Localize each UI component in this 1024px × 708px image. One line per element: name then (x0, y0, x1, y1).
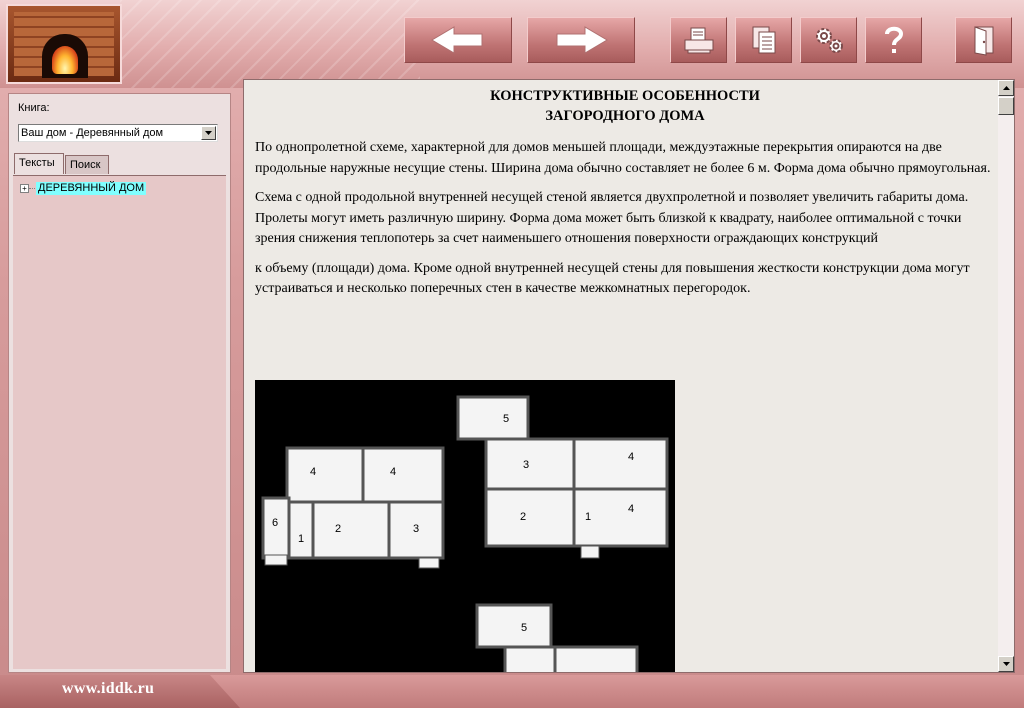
floor-plan-image (255, 380, 675, 672)
question-icon (879, 24, 909, 56)
printer-icon (682, 25, 716, 55)
door-icon (969, 24, 999, 56)
room-label: 4 (628, 503, 635, 515)
back-button[interactable] (404, 17, 512, 63)
paragraph: к объему (площади) дома. Кроме одной внутренней несущей стены для повышения жесткости конструкции дома могут устраиваться и несколько поперечных стен в качестве межкомнатных перегородок. (255, 260, 970, 296)
site-url[interactable]: www.iddk.ru (62, 680, 155, 697)
tab-texts[interactable]: Тексты (14, 153, 64, 174)
room-label: 3 (413, 523, 420, 535)
paragraph: Схема с одной продольной внутренней несущей стеной является двухпролетной и позволяет увеличить габариты дома. Пролеты могут иметь различную ширину. Форма дома может быть близкой к квадрату, наиболее оптимальной с точки зрения снижения теплопотерь за счет наименьшего отношения поверхности ограждающих конструкций (255, 190, 969, 246)
footer-bar (0, 675, 1024, 708)
document-body (255, 86, 995, 309)
page-title (255, 86, 995, 126)
top-toolbar (0, 0, 1024, 88)
scroll-thumb[interactable] (998, 97, 1014, 115)
title-line-1: КОНСТРУКТИВНЫЕ ОСОБЕННОСТИ (490, 88, 760, 104)
room-label: 6 (272, 517, 279, 529)
help-button[interactable] (865, 17, 922, 63)
copy-pages-icon (747, 24, 781, 56)
tree-node-label[interactable]: ДЕРЕВЯННЫЙ ДОМ (38, 182, 145, 194)
arrow-right-icon (553, 25, 609, 55)
copy-button[interactable] (735, 17, 792, 63)
navigation-panel (8, 93, 231, 673)
book-label: Книга: (18, 102, 50, 114)
chevron-down-icon[interactable] (201, 126, 216, 140)
room-label: 1 (585, 511, 592, 523)
room-label: 3 (523, 459, 530, 471)
room-label: 5 (503, 413, 510, 425)
scroll-down-icon[interactable] (998, 656, 1014, 672)
gears-icon (811, 24, 847, 56)
expand-icon[interactable]: + (20, 184, 29, 193)
tree-node[interactable] (20, 182, 146, 195)
book-select-value: Ваш дом - Деревянный дом (21, 127, 164, 139)
document-view (243, 79, 1015, 673)
room-label: 2 (335, 523, 342, 535)
fireplace-logo (6, 4, 122, 84)
room-label: 1 (298, 533, 305, 545)
arrow-left-icon (430, 25, 486, 55)
vertical-scrollbar[interactable] (998, 80, 1014, 672)
room-label: 2 (520, 511, 527, 523)
room-label: 4 (390, 466, 397, 478)
title-line-2: ЗАГОРОДНОГО ДОМА (545, 108, 705, 124)
settings-button[interactable] (800, 17, 857, 63)
room-label: 4 (310, 466, 317, 478)
paragraph: По однопролетной схеме, характерной для домов меньшей площади, междуэтажные перекрытия опираются на две продольные наружные несущие стены. Ширина дома обычно составляет не более 6 м. Форма дома обычно прямоугольная. (255, 140, 991, 176)
room-label: 5 (521, 622, 528, 634)
contents-tree (13, 175, 226, 669)
print-button[interactable] (670, 17, 727, 63)
scroll-up-icon[interactable] (998, 80, 1014, 96)
tab-search[interactable]: Поиск (65, 155, 109, 174)
book-select[interactable] (18, 124, 218, 142)
room-label: 4 (628, 451, 635, 463)
exit-button[interactable] (955, 17, 1012, 63)
forward-button[interactable] (527, 17, 635, 63)
